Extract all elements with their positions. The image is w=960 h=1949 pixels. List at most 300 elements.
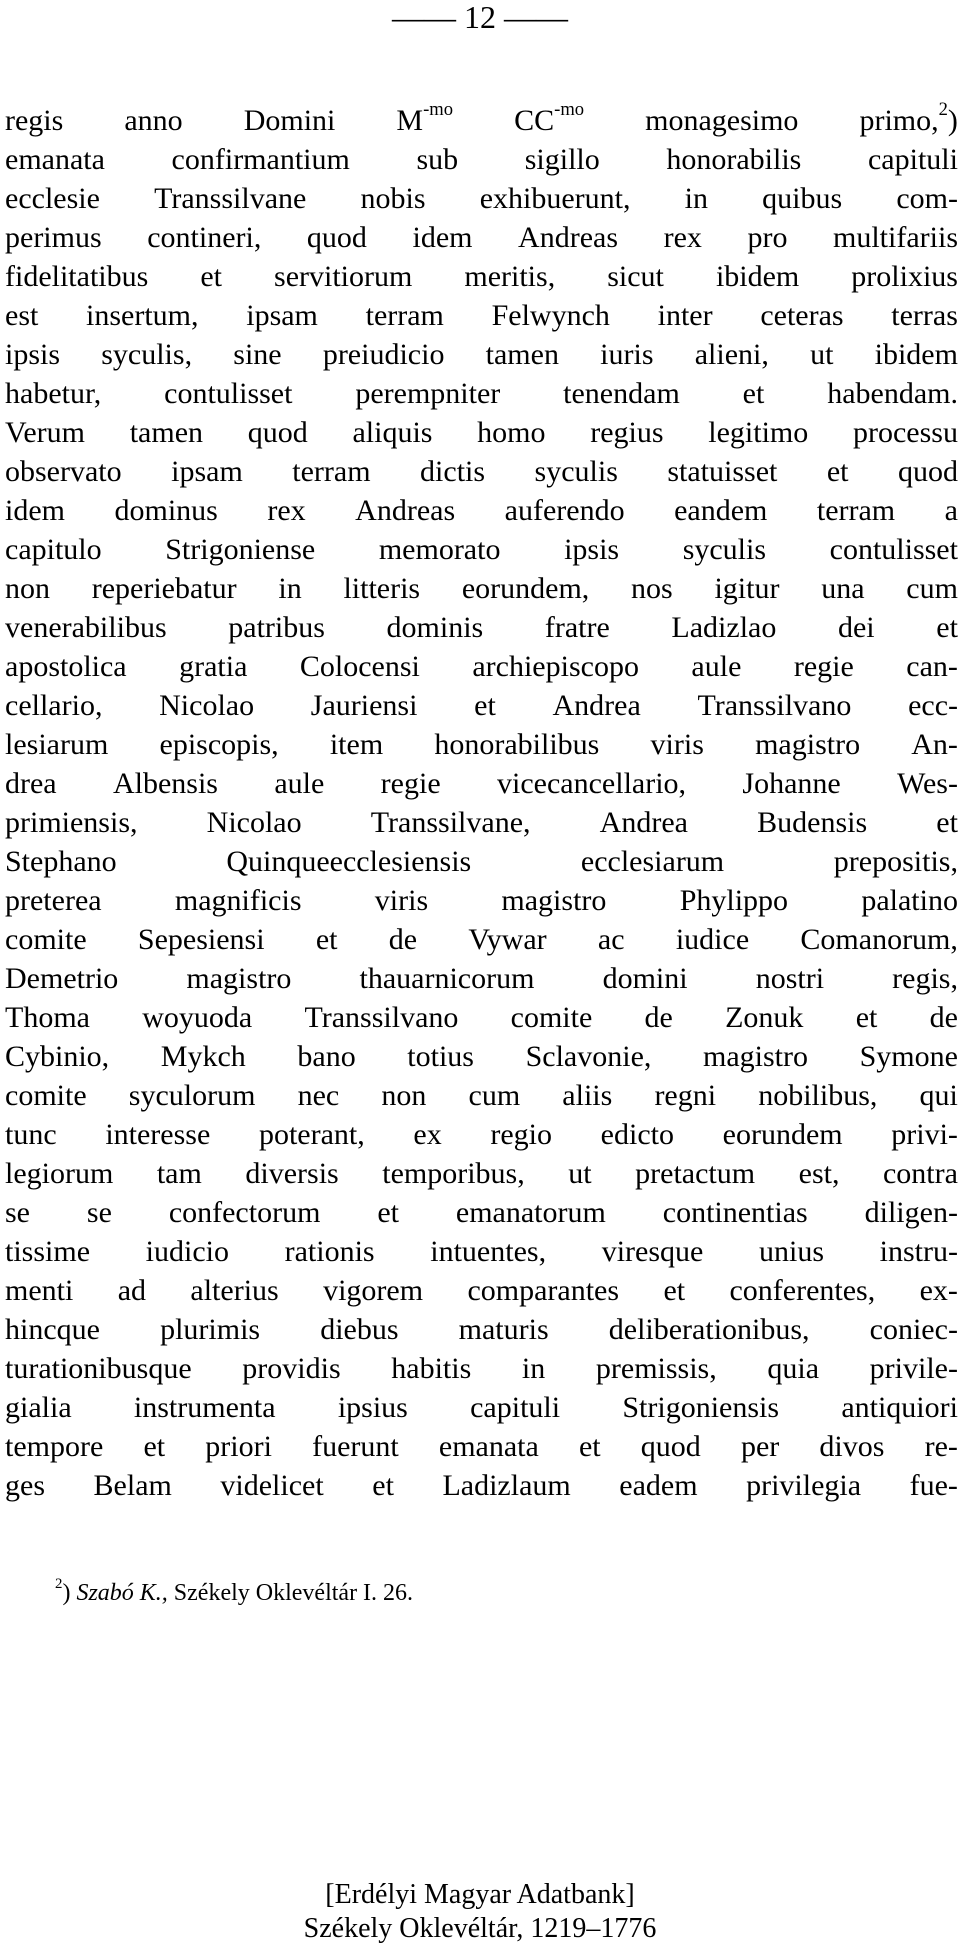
word: continentias [662,1196,808,1229]
word: lesiarum [5,728,109,761]
word: Verum [5,416,85,449]
text-line-6 [5,296,958,335]
word: ut [810,338,834,371]
word: Sclavonie, [525,1040,652,1073]
word: patribus [228,611,325,644]
word: edicto [600,1118,674,1151]
footnote-author: Szabó K., [76,1580,168,1606]
word: privile- [869,1352,958,1385]
word: fidelitatibus [5,260,149,293]
word: vigorem [323,1274,424,1307]
word: Transsilvano [304,1001,459,1034]
word: Sepesiensi [137,923,265,956]
word: reperiebatur [91,572,237,605]
text-line-31 [5,1271,958,1310]
word: ut [568,1157,592,1190]
word: primiensis, [5,806,138,839]
word: tamen [485,338,559,371]
word: Symone [859,1040,958,1073]
text-line-28 [5,1154,958,1193]
word: et [742,377,765,410]
word: una [821,572,865,605]
word: perimus [5,221,102,254]
word: coniec- [869,1313,958,1346]
text-line-21 [5,881,958,920]
word: Ladizlaum [442,1469,571,1502]
word: Nicolao [159,689,255,722]
word: idem [412,221,473,254]
word: contineri, [147,221,262,254]
word: Mykch [160,1040,246,1073]
word: videlicet [220,1469,324,1502]
word: Vywar [468,923,547,956]
word: non [381,1079,427,1112]
word: igitur [714,572,780,605]
word: regie [380,767,441,800]
word: nec [297,1079,340,1112]
body-text [5,101,958,1505]
word: et [377,1196,399,1229]
word: magistro [755,728,861,761]
footnote-marker: 2 [55,1576,63,1593]
word: capituli [867,143,958,176]
word: Stephano [5,845,117,878]
word: viresque [601,1235,704,1268]
word: ex- [919,1274,958,1307]
text-line-9 [5,413,958,452]
word: aliquis [352,416,433,449]
word: Quinqueecclesiensis [226,845,472,878]
word: Demetrio [5,962,119,995]
word: Strigoniensis [622,1391,780,1424]
word: bano [297,1040,356,1073]
word: prolixius [851,260,958,293]
word: Andrea [599,806,688,839]
word: est [5,299,39,332]
word: tunc [5,1118,57,1151]
word: Transsilvane [154,182,307,215]
word: divos [819,1430,885,1463]
word: privi- [891,1118,958,1151]
word: et [315,923,338,956]
word: habetur, [5,377,102,410]
word: auferendo [504,494,625,527]
header-dash-left-2: — [424,0,456,35]
ordinal-superscript: -mo [554,99,585,121]
word: et [143,1430,166,1463]
word: regis, [892,962,958,995]
word: pretactum [635,1157,756,1190]
word: statuisset [667,455,778,488]
word: episcopis, [159,728,279,761]
word: Johanne [742,767,841,800]
word: archiepiscopo [472,650,639,683]
word: regius [590,416,664,449]
word: Domini [243,104,336,137]
text-line-13 [5,569,958,608]
word: quod [306,221,367,254]
word: drea [5,767,57,800]
word: instrumenta [133,1391,276,1424]
word: non [5,572,50,605]
text-line-27 [5,1115,958,1154]
word: Ladizlao [671,611,777,644]
header-dash-right: — [504,0,536,35]
word: Andrea [552,689,641,722]
word: prepositis, [833,845,958,878]
word: alterius [190,1274,279,1307]
word: de [929,1001,958,1034]
page-number-value: 12 [464,0,496,35]
word: regis [5,104,64,137]
word: per [740,1430,780,1463]
word: comite [5,1079,87,1112]
word: magnificis [174,884,302,917]
text-line-25 [5,1037,958,1076]
word: iudice [675,923,750,956]
word: confirmantium [171,143,350,176]
word: terras [891,299,958,332]
word: insertum, [86,299,199,332]
word: cum [906,572,958,605]
text-line-20 [5,842,958,881]
word: aliis [562,1079,613,1112]
word: et [372,1469,394,1502]
word: emanata [438,1430,539,1463]
word: processu [853,416,958,449]
word: meritis, [464,260,556,293]
word: alieni, [694,338,769,371]
text-line-4 [5,218,958,257]
word: antiquiori [841,1391,958,1424]
word: quia [767,1352,820,1385]
text-line-11 [5,491,958,530]
word: privilegia [746,1469,862,1502]
word: ecclesiarum [580,845,725,878]
word: hincque [5,1313,100,1346]
word: et [474,689,496,722]
text-line-18 [5,764,958,803]
word: ipsis [5,338,61,371]
text-line-14 [5,608,958,647]
word: premissis, [595,1352,717,1385]
word: quibus [762,182,843,215]
text-line-12 [5,530,958,569]
word: dei [837,611,875,644]
word: intuentes, [430,1235,547,1268]
text-line-8 [5,374,958,413]
word: Belam [93,1469,172,1502]
word: preiudicio [322,338,445,371]
footer-line-2: Székely Oklevéltár, 1219–1776 [303,1913,657,1944]
word: regie [793,650,854,683]
word: homo [477,416,546,449]
footnote [55,1578,413,1608]
word: habendam. [827,377,958,410]
word: cellario, [5,689,103,722]
word: exhibuerunt, [479,182,631,215]
footnote-source: Székely Oklevéltár I. 26. [173,1580,414,1606]
word: woyuoda [142,1001,253,1034]
word: anno [124,104,183,137]
word: poterant, [258,1118,365,1151]
word: totius [407,1040,474,1073]
word: diversis [245,1157,339,1190]
word: contulisset [164,377,293,410]
word: in [684,182,708,215]
word: eorundem, [461,572,590,605]
word: tenendam [563,377,680,410]
word: plurimis [160,1313,261,1346]
word: instru- [879,1235,958,1268]
word: sine [233,338,282,371]
word: Strigoniense [165,533,316,566]
word: litteris [343,572,421,605]
word: priori [205,1430,272,1463]
word: contra [882,1157,958,1190]
word: ipsam [171,455,243,488]
word: sicut [607,260,664,293]
word: temporibus, [382,1157,525,1190]
word: legiorum [5,1157,114,1190]
word: syculis, [101,338,193,371]
footnote-reference: 2 [938,99,948,121]
word: ecclesie [5,182,100,215]
word: legitimo [708,416,809,449]
word: comite [510,1001,593,1034]
word [396,101,453,140]
text-line-23 [5,959,958,998]
word: Colocensi [299,650,420,683]
text-line-34 [5,1388,958,1427]
word: interesse [105,1118,211,1151]
word: fratre [544,611,610,644]
word: aule [274,767,325,800]
word: deliberationibus, [608,1313,810,1346]
word: quod [640,1430,701,1463]
header-dash-right-2: — [536,0,568,35]
word: et [578,1430,601,1463]
word: nobis [360,182,426,215]
word: tamen [129,416,204,449]
text-lines [5,140,958,1505]
word: syculorum [128,1079,256,1112]
footnote-paren: ) [62,1580,71,1606]
word: Transsilvane, [370,806,531,839]
word: Andreas [355,494,456,527]
text-line-22 [5,920,958,959]
word: viris [650,728,704,761]
word: diebus [320,1313,399,1346]
word: sub [416,143,459,176]
word: rationis [284,1235,375,1268]
text-line-26 [5,1076,958,1115]
word: Phylippo [679,884,789,917]
word: magistro [186,962,292,995]
word: nobilibus, [758,1079,878,1112]
word: syculis [534,455,618,488]
word: Cybinio, [5,1040,110,1073]
word: fuerunt [312,1430,399,1463]
word: in [521,1352,546,1385]
word: regio [490,1118,553,1151]
word: et [936,611,958,644]
word: ac [597,923,625,956]
word: iuris [600,338,654,371]
header-dash-left: — [392,0,424,35]
word: pro [747,221,788,254]
word [514,101,584,140]
word: Transsilvano [697,689,852,722]
word: eorundem [722,1118,843,1151]
word: cum [468,1079,521,1112]
word: gialia [5,1391,72,1424]
word: viris [374,884,429,917]
text-line-17 [5,725,958,764]
text-line-5 [5,257,958,296]
word: a [944,494,958,527]
word: vicecancellario, [497,767,687,800]
footnote-reference-paren: ) [947,104,958,137]
word: servitiorum [274,260,413,293]
word: et [855,1001,878,1034]
word: apostolica [5,650,127,683]
word: capitulo [5,533,102,566]
word: in [278,572,302,605]
word: monagesimo [645,104,799,137]
word: Budensis [757,806,868,839]
word: dictis [420,455,486,488]
word [859,101,957,140]
word: thauarnicorum [359,962,535,995]
word: dominis [386,611,484,644]
word: conferentes, [729,1274,876,1307]
word: Wes- [897,767,958,800]
word: comite [5,923,87,956]
word: et [200,260,222,293]
text-line-30 [5,1232,958,1271]
word: An- [911,728,958,761]
word: capituli [470,1391,561,1424]
text-line-1 [5,101,958,140]
word: et [663,1274,686,1307]
word: terram [292,455,371,488]
word: confectorum [168,1196,321,1229]
word: de [644,1001,673,1034]
word: eandem [674,494,768,527]
text-line-29 [5,1193,958,1232]
word: se [5,1196,30,1229]
word: est, [798,1157,840,1190]
word: item [329,728,384,761]
word: tam [156,1157,202,1190]
word: menti [5,1274,74,1307]
word-text: primo, [859,104,939,137]
word: eadem [619,1469,698,1502]
word: multifariis [833,221,958,254]
word: can- [906,650,958,683]
word: rex [267,494,306,527]
word: ibidem [715,260,800,293]
text-line-10 [5,452,958,491]
word: quod [897,455,958,488]
word: iudicio [145,1235,229,1268]
word: re- [924,1430,958,1463]
text-line-24 [5,998,958,1037]
page-number [0,0,960,34]
word: Albensis [112,767,218,800]
word: Felwynch [491,299,610,332]
word: venerabilibus [5,611,167,644]
roman-numeral: CC [514,104,555,137]
word: se [86,1196,112,1229]
word: sigillo [524,143,600,176]
word: rex [663,221,702,254]
word: Thoma [5,1001,90,1034]
page-footer [0,1878,960,1946]
word: ad [117,1274,147,1307]
word: ipsam [246,299,318,332]
word: quod [247,416,308,449]
word: diligen- [864,1196,958,1229]
roman-numeral: M [396,104,424,137]
word: contulisset [829,533,958,566]
word: com- [896,182,958,215]
word: tempore [5,1430,104,1463]
text-line-33 [5,1349,958,1388]
word: ecc- [908,689,958,722]
word: de [388,923,418,956]
text-line-2 [5,140,958,179]
word: Nicolao [206,806,302,839]
word: qui [919,1079,958,1112]
word: perempniter [355,377,501,410]
text-line-35 [5,1427,958,1466]
word: ceteras [760,299,844,332]
text-line-19 [5,803,958,842]
footer-line-1: [Erdélyi Magyar Adatbank] [325,1879,635,1910]
word: fue- [909,1469,958,1502]
word: syculis [682,533,767,566]
word: inter [657,299,713,332]
text-line-36 [5,1466,958,1505]
word: memorato [378,533,501,566]
word: et [826,455,849,488]
word: preterea [5,884,102,917]
word: Jauriensi [310,689,418,722]
text-line-15 [5,647,958,686]
word: providis [242,1352,341,1385]
word: comparantes [467,1274,620,1307]
word: terram [365,299,444,332]
text-line-7 [5,335,958,374]
word: nos [631,572,673,605]
ordinal-superscript: -mo [423,99,454,121]
word: observato [5,455,122,488]
word: turationibusque [5,1352,192,1385]
text-line-16 [5,686,958,725]
word: dominus [114,494,218,527]
word: emanata [5,143,105,176]
word: regni [654,1079,717,1112]
word: honorabilibus [434,728,600,761]
word: et [936,806,958,839]
word: Andreas [518,221,619,254]
word: nostri [755,962,825,995]
word: ipsius [337,1391,408,1424]
word: aule [691,650,742,683]
word: ipsis [564,533,620,566]
